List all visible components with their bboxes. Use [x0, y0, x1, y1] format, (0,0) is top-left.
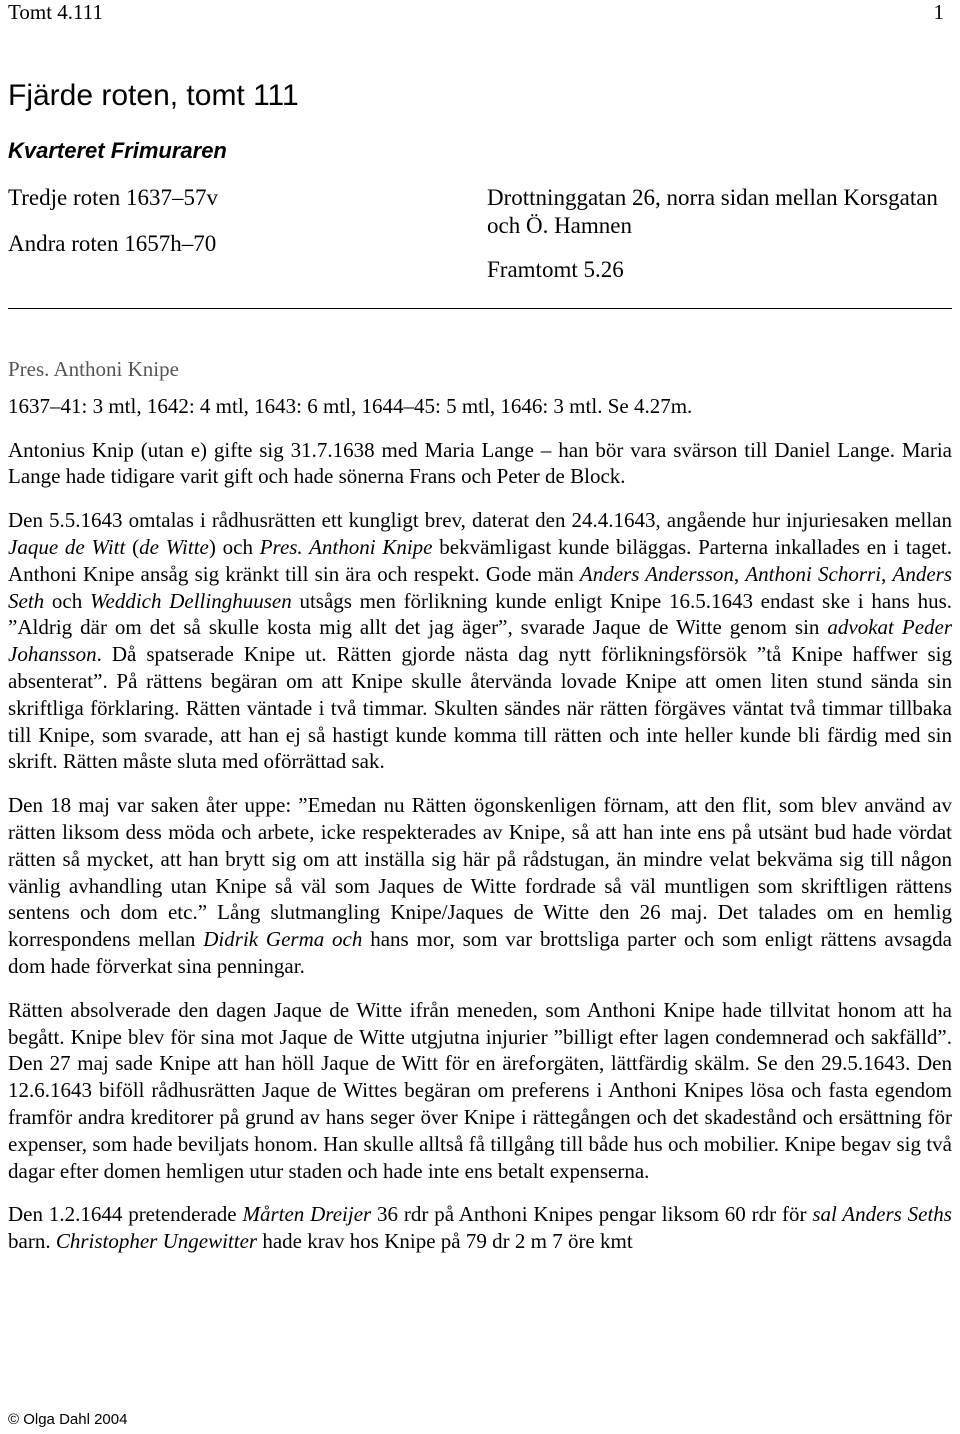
paragraph-injury-case: Den 5.5.1643 omtalas i rådhusrätten ett kungligt brev, daterat den 24.4.1643, angående hur injuriesaken mellan Jaque de Witt (de Witte) och Pres. Anthoni Knipe bekvämligast kunde biläggas. Parterna inkallades en i taget. Anthoni Knipe ansåg sig kränkt till sin ära och respekt. Gode män Anders Andersson, Anthoni Schorri, Anders Seth och Weddich Dellinghuusen utsågs men förlikning kunde enligt Knipe 16.5.1643 endast ske i hans hus. ”Aldrig där om det så skulle kosta mig allt det jag äger”, svarade Jaque de Witte genom sin advokat Peder Johansson. Då spatserade Knipe ut. Rätten gjorde nästa dag nytt förlikningsförsök ”tå Knipe haffwer sig absenterat”. På rättens begäran om att Knipe skulle återvända lovade Knipe att omen liten stund sända sin skriftliga förklaring. Rätten väntade i två timmar. Skulten sändes när rätten förgäves väntat två timmar tillbaka till Knipe, som svarade, att han ej så hastigt kunde komma till rätten och inte heller kunde bli färdig med sin skrift. Rätten måste sluta med oförrättad sak.: [8, 508, 953, 774]
rote-item: Tredje roten 1637–57v: [8, 185, 218, 210]
divider: [8, 308, 952, 309]
page-title: Fjärde roten, tomt 111: [8, 79, 299, 112]
document-body: [8, 356, 952, 1272]
copyright-footer: © Olga Dahl 2004: [8, 1411, 128, 1428]
framtomt: Framtomt 5.26: [487, 257, 624, 282]
subtitle: Kvarteret Frimuraren: [8, 138, 227, 163]
rote-list: [8, 184, 218, 276]
address-block: [487, 184, 947, 284]
address-line: Drottninggatan 26, norra sidan mellan Korsgatan och Ö. Hamnen: [487, 185, 938, 238]
paragraph-verdict: Rätten absolverade den dagen Jaque de Witte ifrån meneden, som Anthoni Knipe hade tillvitat honom att ha begått. Knipe blev för sina mot Jaque de Witte utgjutna injurier ”billigt efter lagen condemnerad och sakfälld”. Den 27 maj sade Knipe att han höll Jaque de Witt för en ärefߋrgäten, lättfärdig skälm. Se den 29.5.1643. Den 12.6.1643 biföll rådhusrätten Jaque de Wittes begäran om preferens i Anthoni Knipes lösa och fasta egendom framför andra kreditorer på grund av hans seger över Knipe i rättegången och det skadestånd och ersättning för expenser, som hade beviljats honom. Han skulle alltså få tillgång till både hus och mobilier. Knipe begav sig två dagar efter domen hemligen utur staden och hade inte ens betalt expenserna.: [8, 997, 953, 1183]
page-header: [8, 0, 952, 24]
paragraph-taxes: 1637–41: 3 mtl, 1642: 4 mtl, 1643: 6 mtl, 1644–45: 5 mtl, 1646: 3 mtl. Se 4.27m.: [8, 393, 693, 418]
paragraph-marriage: Antonius Knip (utan e) gifte sig 31.7.1638 med Maria Lange – han bör vara svärson till Daniel Lange. Maria Lange hade tidigare varit gift och hade sönerna Frans och Peter de Block.: [8, 437, 952, 489]
paragraph-may-18: Den 18 maj var saken åter uppe: ”Emedan nu Rätten ögonskenligen förnam, att den flit, som blev använd av rätten liksom dess möda och arbete, icke respekterades av Knipe, så att han inte ens på utsänt bud hade vördat rätten så mycket, att han brytt sig om att inställa sig här på rådstugan, än mindre velat bekväma sig till någon vänlig avhandling utan Knipe så väl som Jaques de Witte fordrade så väl muntligen som skriftligen rättens sentens och dom etc.” Lång slutmangling Knipe/Jaques de Witte den 26 maj. Det talades om en hemlig korrespondens mellan Didrik Germa och hans mor, som var brottsliga parter och som enligt rättens avsagda dom hade förverkat sina penningar.: [8, 793, 952, 978]
rote-item: Andra roten 1657h–70: [8, 231, 217, 256]
section-heading: Pres. Anthoni Knipe: [8, 357, 179, 381]
running-header: Tomt 4.111: [8, 0, 103, 24]
page-number: 1: [933, 0, 944, 24]
paragraph-claims: Den 1.2.1644 pretenderade Mårten Dreijer 36 rdr på Anthoni Knipes pengar liksom 60 rdr för sal Anders Seths barn. Christopher Ungewitter hade krav hos Knipe på 79 dr 2 m 7 öre kmt: [8, 1202, 952, 1254]
